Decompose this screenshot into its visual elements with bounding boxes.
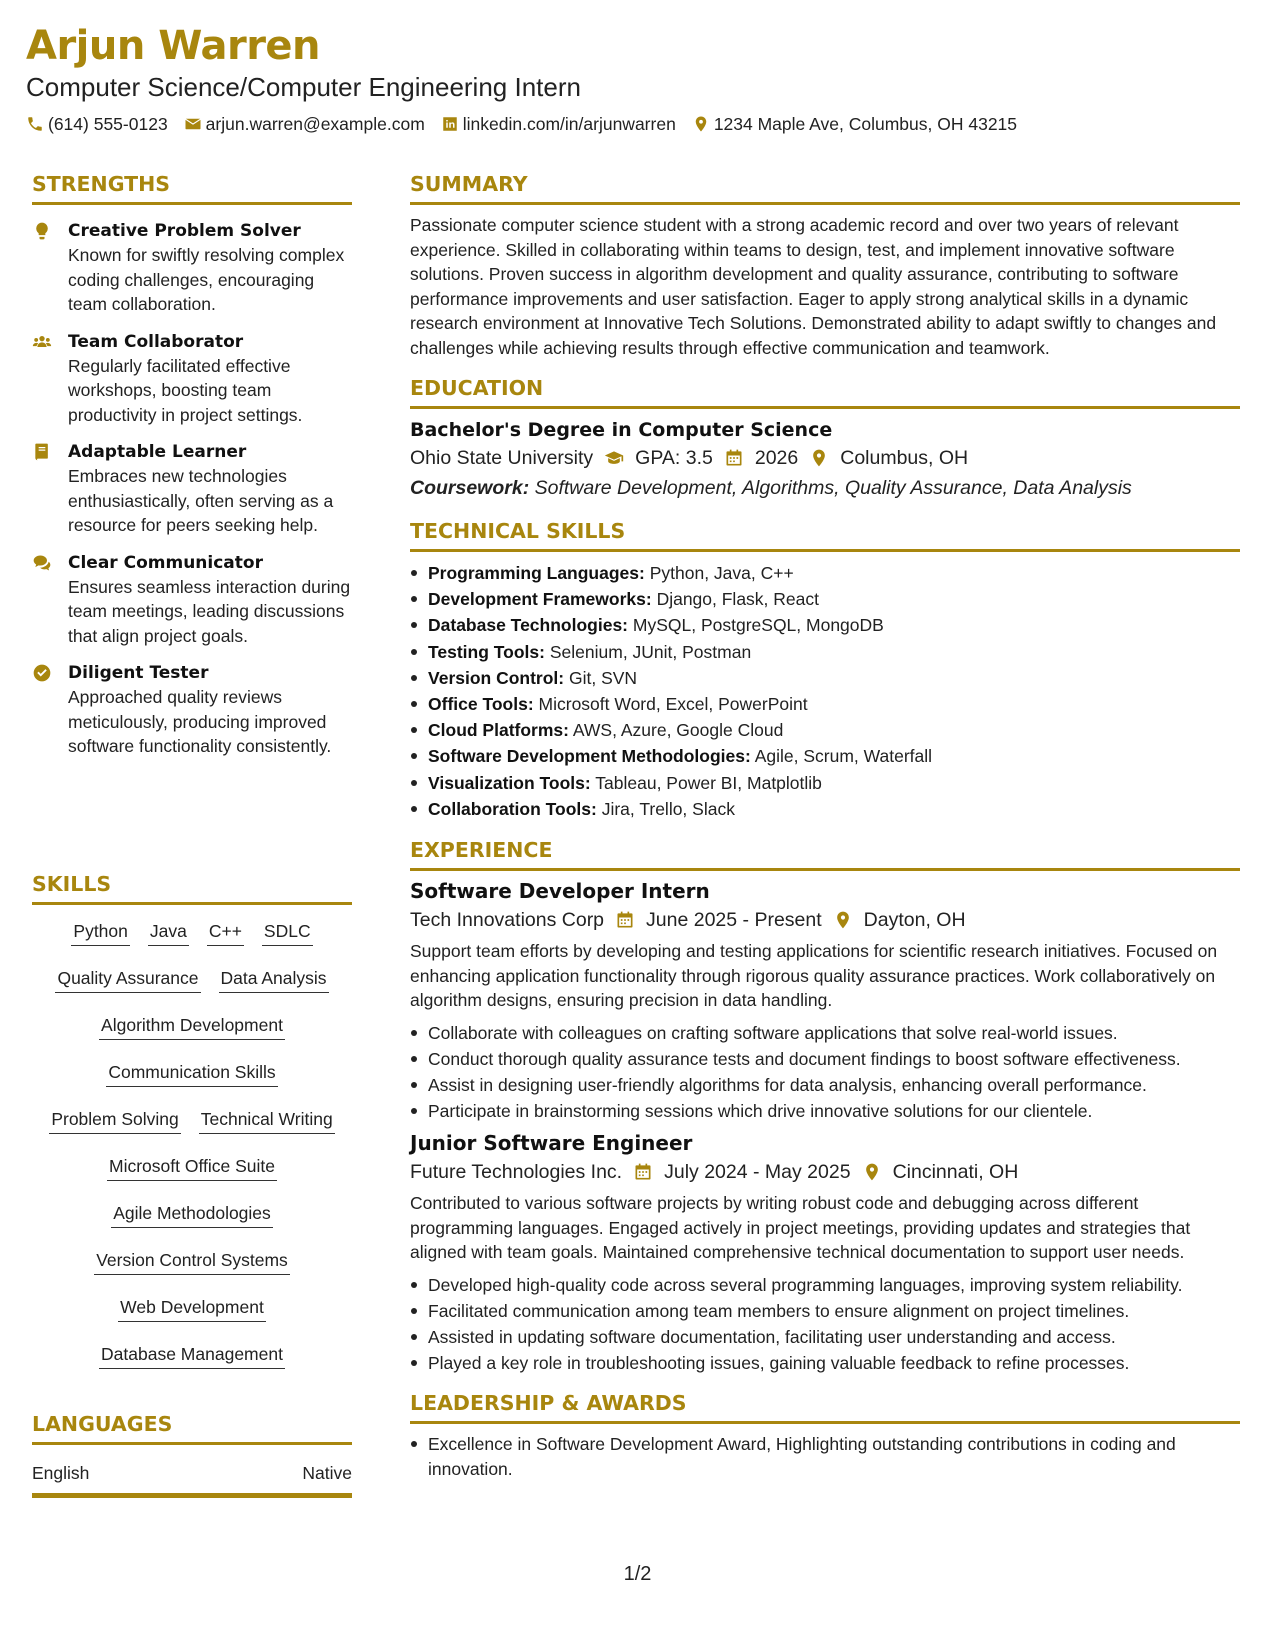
candidate-name: Arjun Warren: [26, 23, 321, 69]
contact-bar: [26, 112, 1246, 136]
job-title: Junior Software Engineer: [410, 1131, 693, 1156]
list-item: Conduct thorough quality assurance tests and document findings to boost software effectiveness.: [410, 1047, 1240, 1072]
skill-values: Django, Flask, React: [656, 589, 819, 610]
skill-chip: Python: [71, 919, 129, 946]
strength-desc: Known for swiftly resolving complex coding challenges, encouraging team collaboration.: [68, 245, 345, 314]
job-title: Software Developer Intern: [410, 879, 710, 904]
skill-category: Visualization Tools:: [428, 772, 591, 793]
list-item: [410, 560, 1240, 586]
skill-values: AWS, Azure, Google Cloud: [572, 720, 784, 741]
map-pin-icon: [808, 447, 830, 469]
list-item: Assisted in updating software documentation, facilitating user understanding and access.: [410, 1325, 1240, 1350]
graduation-cap-icon: [603, 447, 625, 469]
job-description: Support team efforts by developing and testing applications for scientific research initiatives. Focused on enhancing application functionality through rigorous quality assurance practices. Work collaboratively on algorithm designs, ensuring precision in data handling.: [410, 941, 1218, 1011]
experience-heading: EXPERIENCE: [410, 836, 1240, 871]
skill-category: Cloud Platforms:: [428, 720, 569, 741]
comments-icon: [32, 551, 54, 649]
lightbulb-icon: [32, 219, 54, 317]
linkedin-icon: [441, 115, 459, 133]
coursework: [410, 473, 1240, 503]
skill-values: Selenium, JUnit, Postman: [549, 641, 752, 662]
skill-chip: Database Management: [99, 1342, 285, 1369]
skill-values: Agile, Scrum, Waterfall: [754, 746, 933, 767]
skill-category: Software Development Methodologies:: [428, 746, 751, 767]
list-item: Played a key role in troubleshooting issues, gaining valuable feedback to refine processes.: [410, 1351, 1240, 1376]
skill-chip: Version Control Systems: [94, 1248, 290, 1275]
job-bullets: [410, 1021, 1240, 1124]
phone-text: (614) 555-0123: [48, 114, 168, 134]
skill-chip: Microsoft Office Suite: [107, 1154, 277, 1181]
calendar-icon: [614, 909, 636, 931]
company-name: Future Technologies Inc.: [410, 1161, 623, 1184]
strength-title: Team Collaborator: [68, 331, 244, 352]
contact-phone: [26, 112, 168, 136]
users-icon: [32, 330, 54, 428]
education-meta: [410, 443, 1240, 473]
map-pin-icon: [832, 909, 854, 931]
leadership-list: [410, 1432, 1240, 1481]
strength-item: [32, 661, 352, 759]
calendar-icon: [723, 447, 745, 469]
skill-chip: Technical Writing: [199, 1107, 335, 1134]
resume-header: [26, 22, 1246, 136]
list-item: [410, 717, 1240, 743]
job-meta: [410, 1157, 1240, 1187]
map-pin-icon: [861, 1161, 883, 1183]
strength-desc: Regularly facilitated effective workshops, boosting team productivity in project settings.: [68, 355, 303, 425]
job-description: Contributed to various software projects by writing robust code and debugging across different programming languages. Engaged actively in project meetings, providing updates and strategies that aligned with team goals. Maintained comprehensive technical documentation to support user needs.: [410, 1193, 1191, 1263]
summary-section: [410, 170, 1240, 360]
skill-chip: Web Development: [118, 1295, 266, 1322]
strength-title: Adaptable Learner: [68, 442, 247, 462]
skill-category: Programming Languages:: [428, 563, 645, 583]
education-heading: EDUCATION: [410, 374, 1240, 409]
strength-item: [32, 330, 352, 428]
job-entry: [410, 877, 1240, 1123]
strength-title: Diligent Tester: [68, 663, 209, 683]
strengths-section: [32, 170, 352, 759]
check-circle-icon: [32, 661, 54, 759]
technical-skills-list: [410, 560, 1240, 822]
school-name: Ohio State University: [410, 447, 594, 469]
leadership-section: [410, 1389, 1240, 1481]
languages-heading: LANGUAGES: [32, 1410, 352, 1445]
right-column: [410, 170, 1240, 1495]
skills-chips: [32, 919, 352, 1389]
skill-chip: Java: [148, 919, 189, 946]
skill-chip: Communication Skills: [106, 1060, 277, 1087]
skill-chip: C++: [207, 919, 244, 946]
job-location: Dayton, OH: [863, 909, 966, 932]
list-item: [410, 665, 1240, 691]
skill-values: Python, Java, C++: [649, 563, 794, 583]
skill-chip: Quality Assurance: [55, 966, 200, 993]
skill-chip: SDLC: [262, 919, 313, 946]
list-item: Facilitated communication among team members to ensure alignment on project timelines.: [410, 1299, 1240, 1324]
language-row: [32, 1461, 352, 1498]
graduation-year: 2026: [754, 447, 799, 469]
job-meta: [410, 905, 1240, 935]
strength-item: [32, 551, 352, 649]
skill-category: Development Frameworks:: [428, 589, 652, 610]
education-section: [410, 374, 1240, 503]
linkedin-text[interactable]: linkedin.com/in/arjunwarren: [462, 114, 676, 134]
language-name: English: [32, 1463, 90, 1483]
list-item: [410, 770, 1240, 796]
strength-item: [32, 219, 352, 317]
skill-category: Version Control:: [428, 667, 565, 688]
list-item: Developed high-quality code across several programming languages, improving system reliability.: [410, 1273, 1240, 1298]
skills-section: [32, 870, 352, 1389]
coursework-label: Coursework:: [410, 477, 530, 499]
coursework-list: Software Development, Algorithms, Quality Assurance, Data Analysis: [534, 477, 1132, 499]
strengths-heading: STRENGTHS: [32, 170, 352, 205]
job-entry: [410, 1129, 1240, 1375]
contact-address: [692, 112, 1017, 136]
list-item: [410, 796, 1240, 822]
strength-desc: Approached quality reviews meticulously, producing improved software functionality consistently.: [68, 687, 332, 756]
degree-title: Bachelor's Degree in Computer Science: [410, 419, 833, 441]
envelope-icon: [184, 115, 202, 133]
list-item: Assist in designing user-friendly algorithms for data analysis, enhancing overall performance.: [410, 1073, 1240, 1098]
skill-category: Database Technologies:: [428, 615, 629, 636]
book-icon: [32, 440, 54, 538]
leadership-heading: LEADERSHIP & AWARDS: [410, 1389, 1240, 1424]
contact-linkedin[interactable]: [441, 112, 676, 136]
company-name: Tech Innovations Corp: [410, 909, 605, 932]
skill-chip: Data Analysis: [219, 966, 329, 993]
skill-category: Testing Tools:: [428, 641, 545, 662]
skill-chip: Algorithm Development: [99, 1013, 285, 1040]
technical-skills-heading: TECHNICAL SKILLS: [410, 517, 1240, 552]
skills-heading: SKILLS: [32, 870, 352, 905]
summary-text: Passionate computer science student with a strong academic record and over two years of relevant experience. Skilled in collaborating within teams to design, test, and implement innovative software solutions. Proven success in algorithm development and quality assurance, contributing to software performance improvements and user satisfaction. Eager to apply strong analytical skills in a dynamic research environment at Innovative Tech Solutions. Demonstrated ability to adapt swiftly to changes and challenges while achieving results through effective communication and teamwork.: [410, 215, 1217, 358]
left-column: [32, 170, 352, 1483]
skill-category: Collaboration Tools:: [428, 798, 597, 819]
page-number: 1/2: [623, 1563, 652, 1585]
contact-email[interactable]: [184, 112, 425, 136]
list-item: Participate in brainstorming sessions which drive innovative solutions for our clientele.: [410, 1099, 1240, 1124]
languages-section: [32, 1410, 352, 1498]
strength-title: Clear Communicator: [68, 552, 263, 573]
map-pin-icon: [692, 115, 710, 133]
phone-icon: [26, 115, 44, 133]
list-item: [410, 612, 1240, 638]
job-bullets: [410, 1273, 1240, 1376]
calendar-icon: [632, 1161, 654, 1183]
skill-chip: Problem Solving: [49, 1107, 180, 1134]
list-item: [410, 691, 1240, 717]
skill-category: Office Tools:: [428, 694, 534, 715]
address-text: 1234 Maple Ave, Columbus, OH 43215: [713, 114, 1018, 134]
list-item: Collaborate with colleagues on crafting software applications that solve real-world issues.: [410, 1021, 1240, 1046]
job-dates: June 2025 - Present: [646, 909, 822, 932]
school-location: Columbus, OH: [840, 447, 969, 469]
list-item: [410, 743, 1240, 769]
experience-section: [410, 836, 1240, 1375]
summary-heading: SUMMARY: [410, 170, 1240, 205]
job-dates: July 2024 - May 2025: [664, 1161, 851, 1184]
language-level: Native: [302, 1463, 352, 1483]
strength-desc: Ensures seamless interaction during team meetings, leading discussions that align project goals.: [68, 576, 351, 646]
email-text[interactable]: arjun.warren@example.com: [205, 114, 425, 134]
gpa: GPA: 3.5: [635, 447, 713, 469]
skill-chip: Agile Methodologies: [111, 1201, 273, 1228]
skill-values: Git, SVN: [569, 667, 638, 688]
candidate-title: Computer Science/Computer Engineering Intern: [26, 72, 581, 102]
skill-values: Microsoft Word, Excel, PowerPoint: [538, 694, 808, 715]
list-item: Excellence in Software Development Award, Highlighting outstanding contributions in coding and innovation.: [410, 1432, 1240, 1481]
strength-title: Creative Problem Solver: [68, 221, 301, 241]
strength-desc: Embraces new technologies enthusiastically, often serving as a resource for peers seeking help.: [68, 466, 334, 535]
skill-values: MySQL, PostgreSQL, MongoDB: [632, 615, 884, 636]
skill-values: Jira, Trello, Slack: [601, 798, 735, 819]
strength-item: [32, 440, 352, 538]
job-location: Cincinnati, OH: [892, 1161, 1019, 1184]
skill-values: Tableau, Power BI, Matplotlib: [595, 772, 822, 793]
list-item: [410, 639, 1240, 665]
list-item: [410, 586, 1240, 612]
technical-skills-section: [410, 517, 1240, 822]
